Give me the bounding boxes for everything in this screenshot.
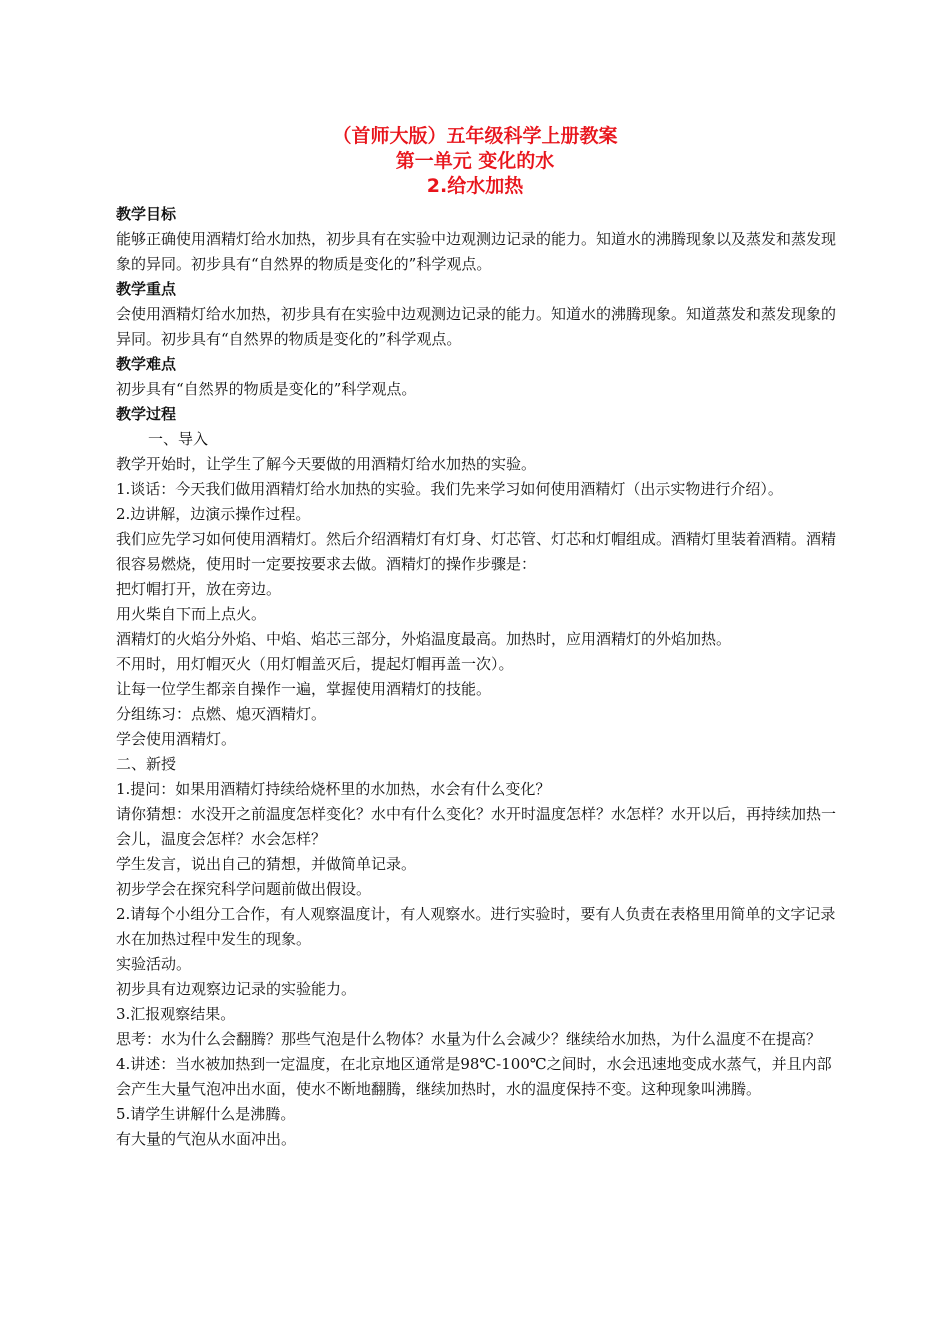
- body-paragraph: 思考：水为什么会翻腾？那些气泡是什么物体？水量为什么会减少？继续给水加热，为什么温度不在提高？: [116, 1030, 822, 1048]
- body-paragraph: 5.请学生讲解什么是沸腾。: [116, 1105, 296, 1123]
- body-paragraph: 不用时，用灯帽灭火（用灯帽盖灭后，提起灯帽再盖一次）。: [116, 655, 514, 673]
- body-paragraph: 二、新授: [116, 755, 177, 773]
- document-body: [116, 202, 840, 1152]
- body-paragraph: 学生发言，说出自己的猜想，并做简单记录。: [116, 855, 417, 873]
- body-paragraph: 用火柴自下而上点火。: [116, 605, 267, 623]
- section-heading: 教学重点: [116, 280, 177, 298]
- body-paragraph: 分组练习：点燃、熄灭酒精灯。: [116, 705, 327, 723]
- body-paragraph: 把灯帽打开，放在旁边。: [116, 580, 282, 598]
- title-line: （首师大版）五年级科学上册教案: [332, 125, 618, 147]
- subsection-heading: 一、导入: [148, 430, 209, 448]
- body-paragraph: 2.边讲解，边演示操作过程。: [116, 505, 311, 523]
- body-paragraph: 会使用酒精灯给水加热，初步具有在实验中边观测边记录的能力。知道水的沸腾现象。知道蒸发和蒸发现象的异同。初步具有“自然界的物质是变化的”科学观点。: [116, 305, 837, 348]
- section-heading: 教学过程: [116, 405, 177, 423]
- body-paragraph: 初步学会在探究科学问题前做出假设。: [116, 880, 372, 898]
- body-paragraph: 初步具有“自然界的物质是变化的”科学观点。: [116, 380, 417, 398]
- body-paragraph: 能够正确使用酒精灯给水加热，初步具有在实验中边观测边记录的能力。知道水的沸腾现象以及蒸发和蒸发现象的异同。初步具有“自然界的物质是变化的”科学观点。: [116, 230, 837, 273]
- section-heading: 教学目标: [116, 205, 177, 223]
- document-title: [0, 124, 950, 199]
- body-paragraph: 酒精灯的火焰分外焰、中焰、焰芯三部分，外焰温度最高。加热时，应用酒精灯的外焰加热。: [116, 630, 732, 648]
- body-paragraph: 1.谈话：今天我们做用酒精灯给水加热的实验。我们先来学习如何使用酒精灯（出示实物进行介绍）。: [116, 480, 783, 498]
- body-paragraph: 4.讲述：当水被加热到一定温度，在北京地区通常是98℃-100℃之间时，水会迅速地变成水蒸气，并且内部会产生大量气泡冲出水面，使水不断地翻腾，继续加热时，水的温度保持不变。这种现象叫沸腾。: [116, 1055, 832, 1098]
- body-paragraph: 学会使用酒精灯。: [116, 730, 237, 748]
- body-paragraph: 我们应先学习如何使用酒精灯。然后介绍酒精灯有灯身、灯芯管、灯芯和灯帽组成。酒精灯里装着酒精。酒精很容易燃烧，使用时一定要按要求去做。酒精灯的操作步骤是：: [116, 530, 837, 573]
- body-paragraph: 实验活动。: [116, 955, 192, 973]
- body-paragraph: 1.提问：如果用酒精灯持续给烧杯里的水加热，水会有什么变化？: [116, 780, 551, 798]
- body-paragraph: 2.请每个小组分工合作，有人观察温度计，有人观察水。进行实验时，要有人负责在表格里用简单的文字记录水在加热过程中发生的现象。: [116, 905, 836, 948]
- title-line: 2.给水加热: [426, 175, 524, 197]
- body-paragraph: 让每一位学生都亲自操作一遍，掌握使用酒精灯的技能。: [116, 680, 492, 698]
- body-paragraph: 请你猜想：水没开之前温度怎样变化？水中有什么变化？水开时温度怎样？水怎样？水开以后，再持续加热一会儿，温度会怎样？水会怎样？: [116, 805, 837, 848]
- body-paragraph: 初步具有边观察边记录的实验能力。: [116, 980, 357, 998]
- body-paragraph: 3.汇报观察结果。: [116, 1005, 236, 1023]
- body-paragraph: 教学开始时，让学生了解今天要做的用酒精灯给水加热的实验。: [116, 455, 537, 473]
- title-line: 第一单元 变化的水: [395, 150, 555, 172]
- section-heading: 教学难点: [116, 355, 177, 373]
- body-paragraph: 有大量的气泡从水面冲出。: [116, 1130, 297, 1148]
